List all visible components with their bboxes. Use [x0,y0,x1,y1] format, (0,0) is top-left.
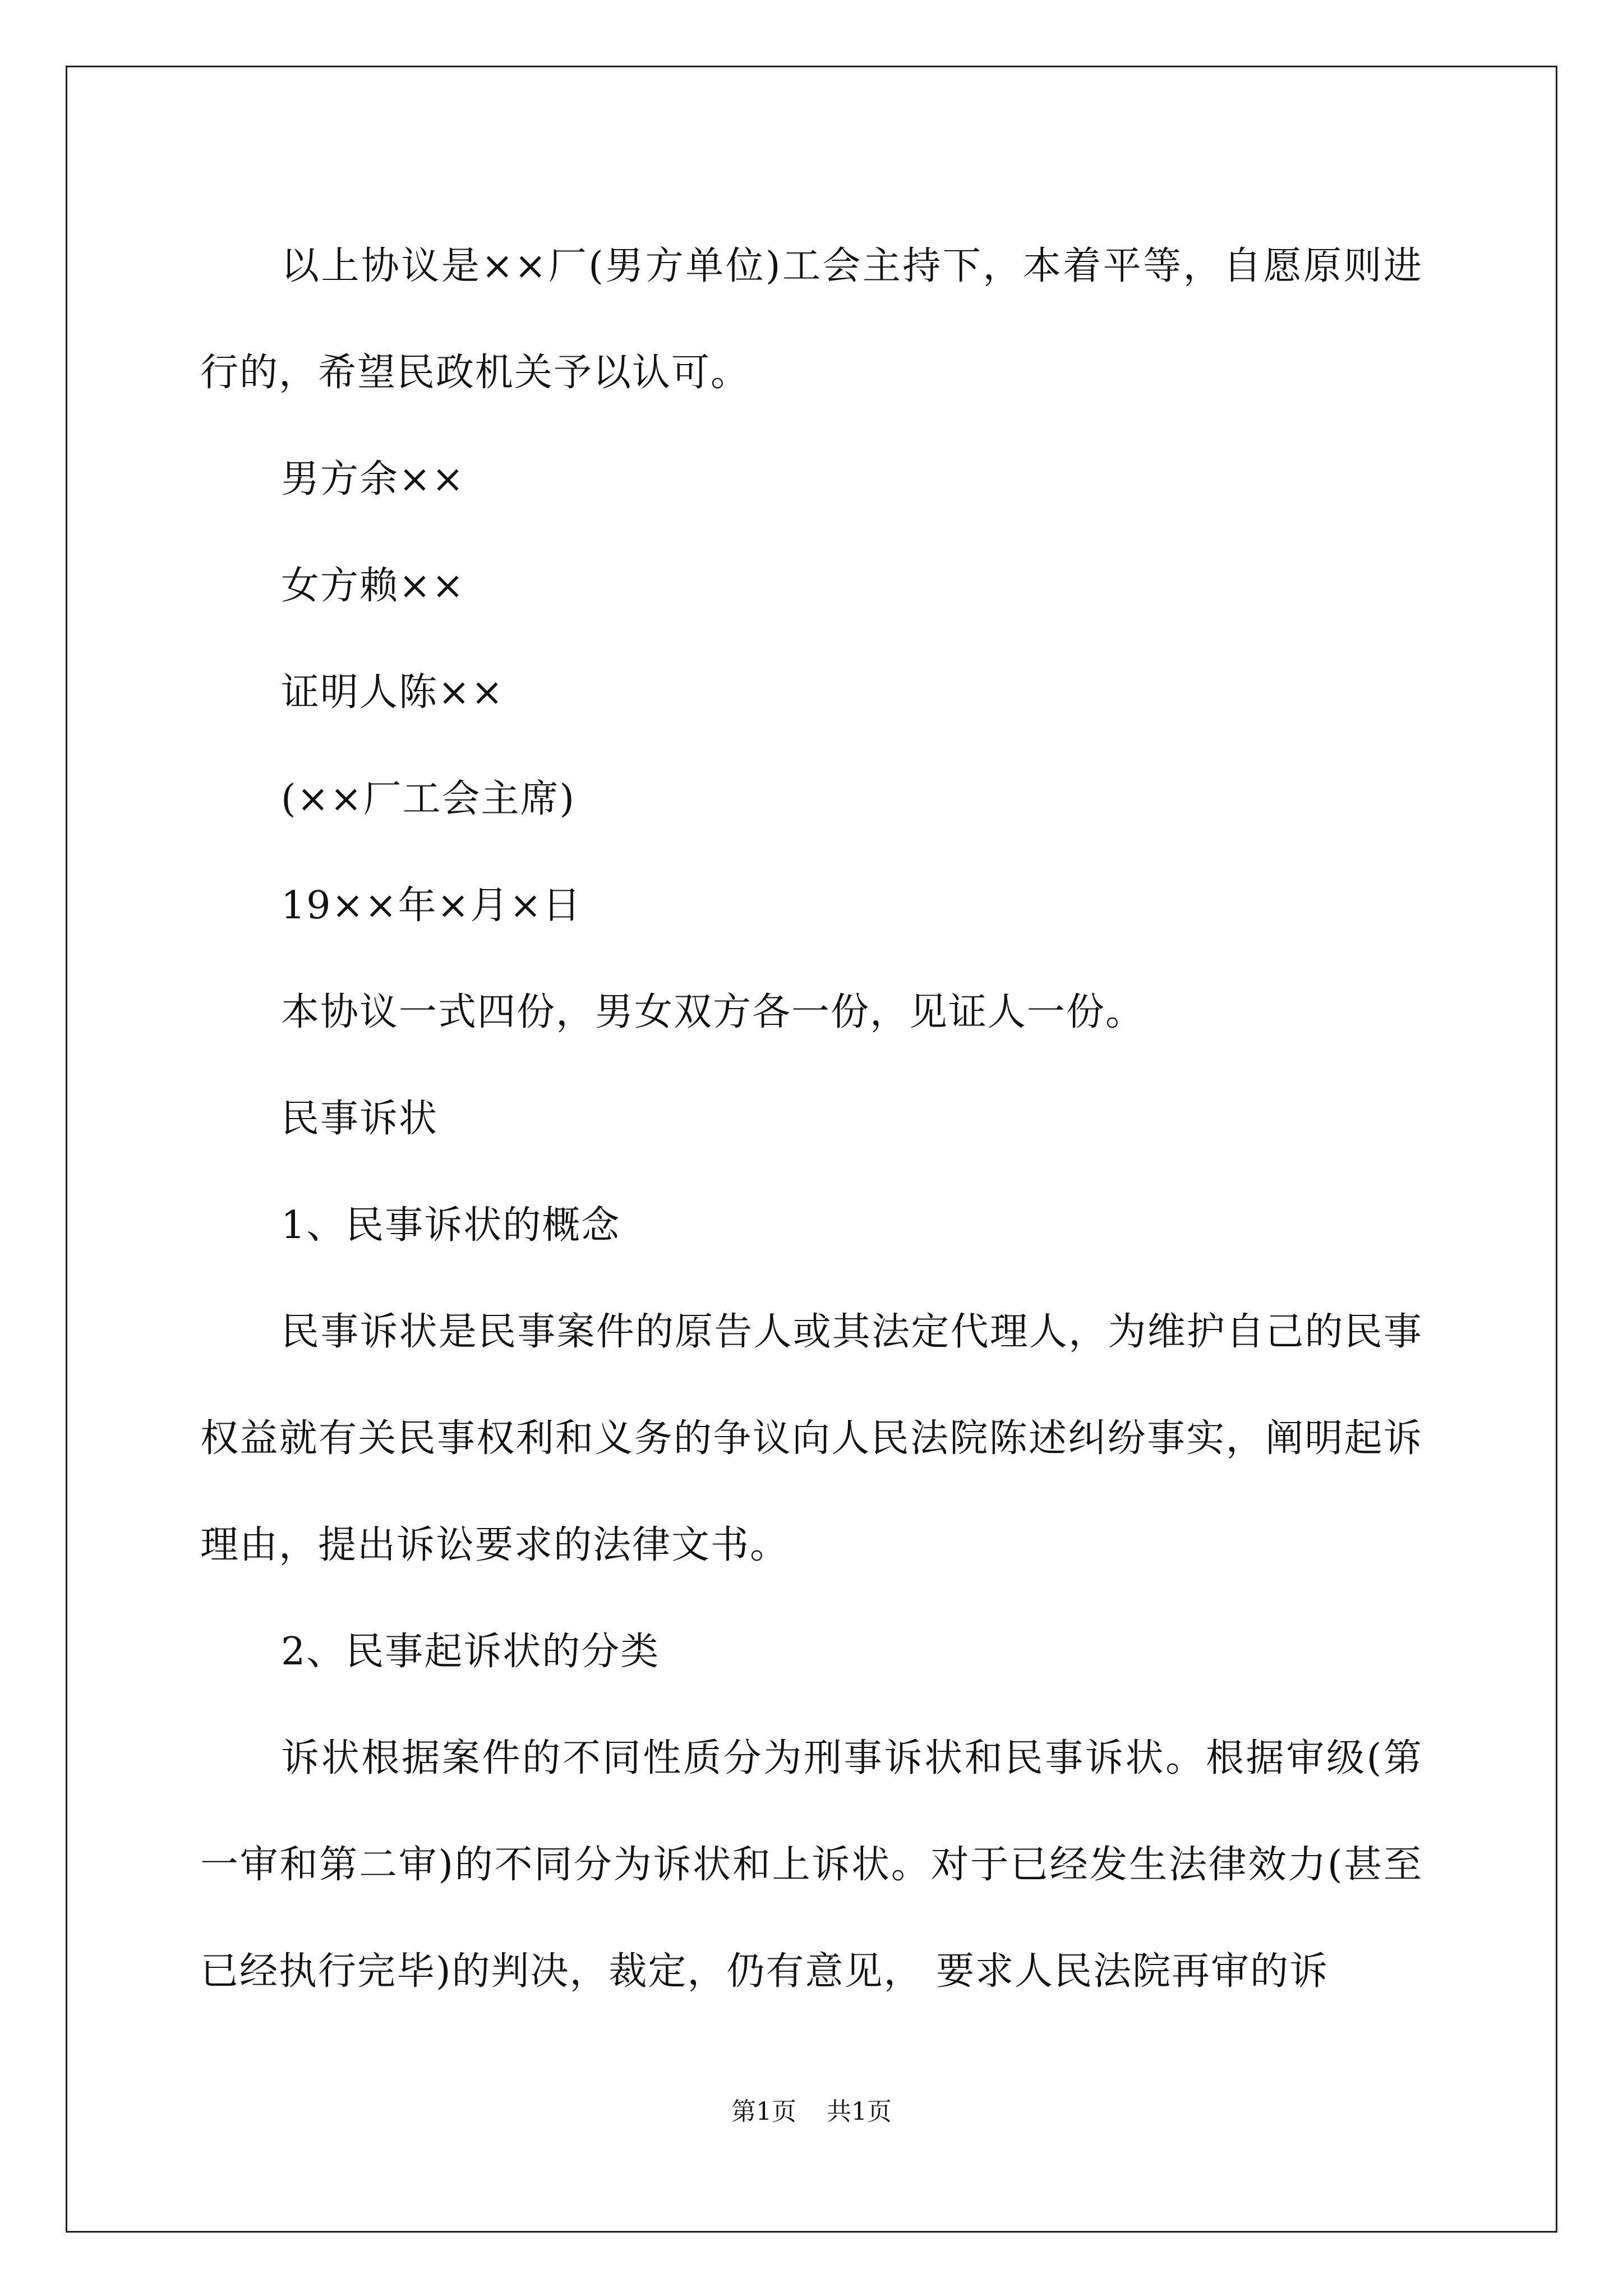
document-body [200,213,1423,2025]
subheading-classification: 2、民事起诉状的分类 [281,1630,660,1674]
paragraph-female-party: 女方赖×× [281,564,465,608]
page-number: 第1页 [731,2097,796,2126]
paragraph-concept: 民事诉状是民事案件的原告人或其法定代理人，为维护自己的民事权益就有关民事权利和义务的争议向人民法院陈述纠纷事实，阐明起诉理由，提出诉讼要求的法律文书。 [200,1310,1423,1567]
page-total: 共1页 [827,2097,892,2126]
page-footer [0,2095,1623,2129]
paragraph-witness: 证明人陈×× [281,670,504,715]
paragraph-date: 19××年×月×日 [281,884,582,928]
paragraph-copies: 本协议一式四份，男女双方各一份，见证人一份。 [281,990,1145,1034]
subheading-concept: 1、民事诉状的概念 [281,1203,621,1248]
paragraph-agreement-note: 以上协议是××厂(男方单位)工会主持下，本着平等，自愿原则进行的，希望民政机关予以认可。 [200,244,1423,395]
paragraph-classification: 诉状根据案件的不同性质分为刑事诉状和民事诉状。根据审级(第一审和第二审)的不同分为诉状和上诉状。对于已经发生法律效力(甚至已经执行完毕)的判决，裁定，仍有意见， 要求人民法院再审的诉 [200,1736,1423,1994]
paragraph-witness-title: (××厂工会主席) [281,777,576,821]
paragraph-male-party: 男方余×× [281,457,465,501]
section-heading: 民事诉状 [281,1097,439,1141]
